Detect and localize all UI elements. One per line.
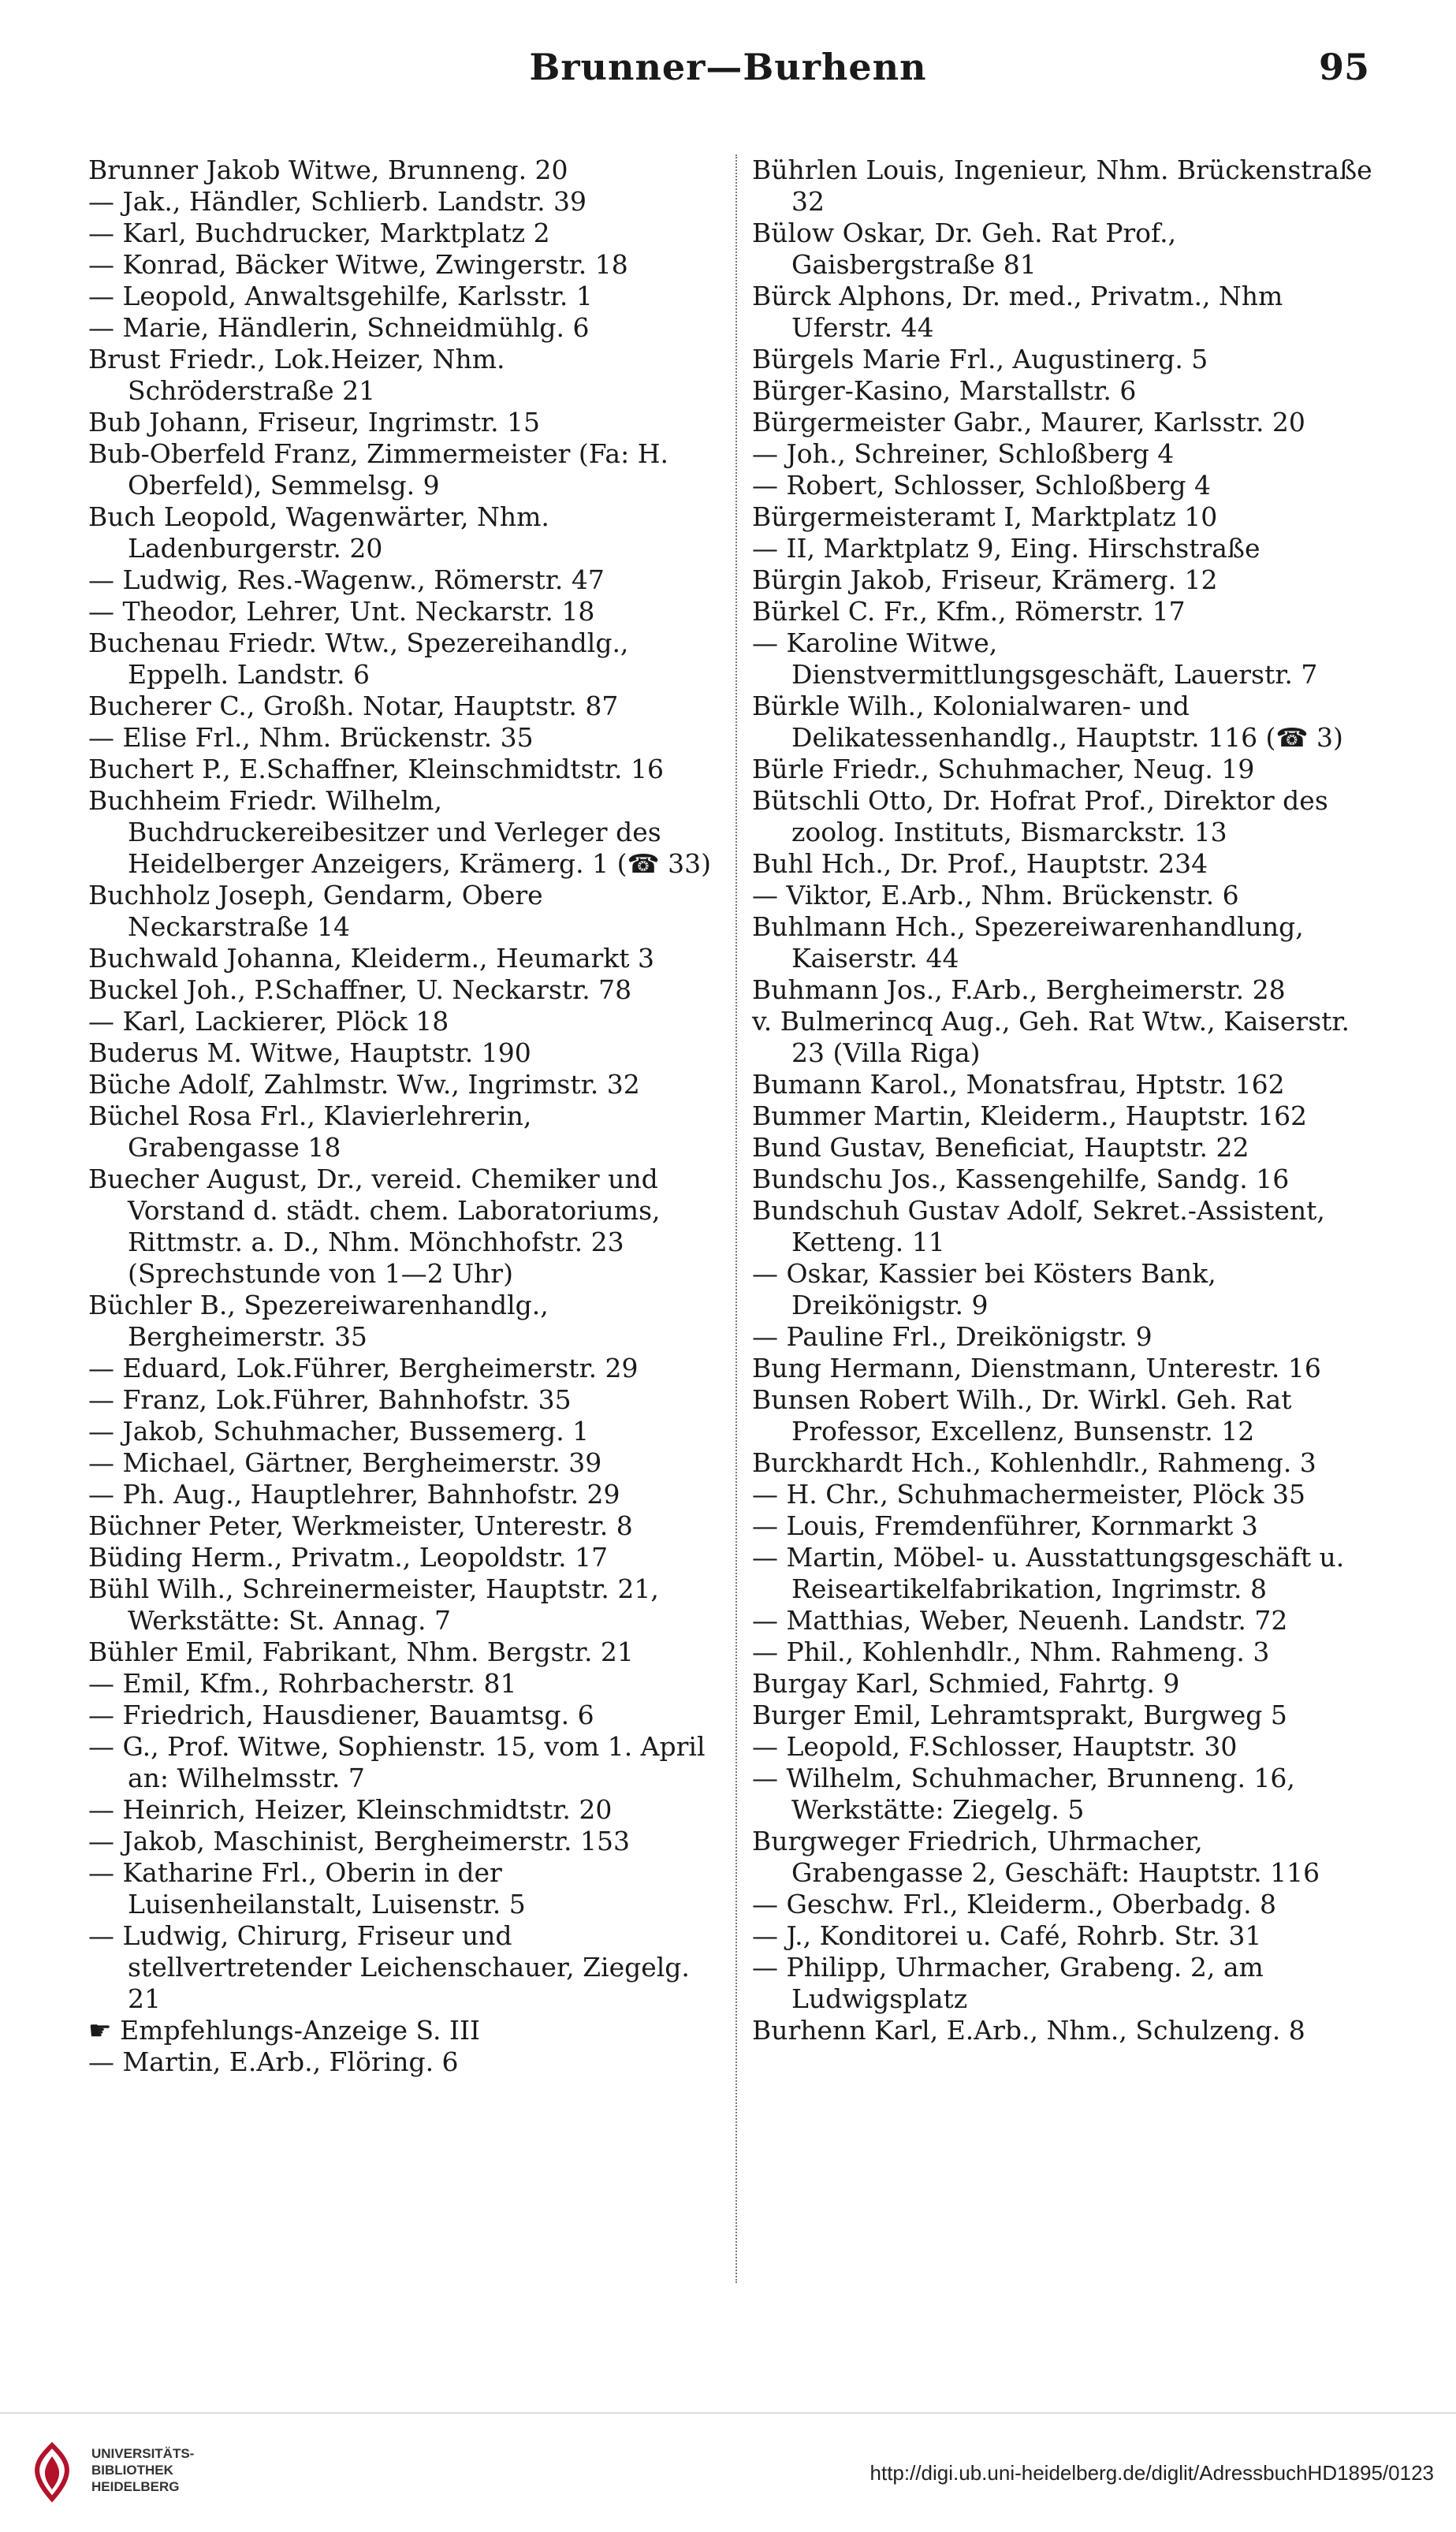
- directory-entry: Bühl Wilh., Schreinermeister, Hauptstr. 21, Werkstätte: St. Annag. 7: [88, 1573, 668, 1636]
- directory-entry: — Emil, Kfm., Rohrbacherstr. 81: [88, 1668, 517, 1699]
- directory-entry: Burhenn Karl, E.Arb., Nhm., Schulzeng. 8: [752, 2015, 1305, 2046]
- directory-entry: — Heinrich, Heizer, Kleinschmidtstr. 20: [88, 1794, 613, 1825]
- directory-entry: Bürle Friedr., Schuhmacher, Neug. 19: [752, 754, 1255, 784]
- directory-entry: Büding Herm., Privatm., Leopoldstr. 17: [88, 1542, 609, 1573]
- directory-entry: Buchenau Friedr. Wtw., Spezereihandlg., Eppelh. Landstr. 6: [88, 627, 637, 690]
- right-column: [752, 155, 1381, 2046]
- directory-entry: — Karl, Lackierer, Plöck 18: [88, 1006, 449, 1037]
- directory-entry: Bührlen Louis, Ingenieur, Nhm. Brückenstraße 32: [752, 155, 1381, 217]
- directory-entry: Buchwald Johanna, Kleiderm., Heumarkt 3: [88, 943, 655, 974]
- directory-entry: Burgweger Friedrich, Uhrmacher, Grabengasse 2, Geschäft: Hauptstr. 116: [752, 1826, 1320, 1888]
- directory-entry: — Ludwig, Res.-Wagenw., Römerstr. 47: [88, 564, 605, 595]
- directory-entry: — Matthias, Weber, Neuenh. Landstr. 72: [752, 1605, 1288, 1636]
- directory-entry: — Wilhelm, Schuhmacher, Brunneng. 16, Werkstätte: Ziegelg. 5: [752, 1763, 1304, 1825]
- directory-entry: — Karoline Witwe, Dienstvermittlungsgeschäft, Lauerstr. 7: [752, 627, 1318, 690]
- directory-entry: — Jak., Händler, Schlierb. Landstr. 39: [88, 186, 587, 217]
- directory-entry: — Robert, Schlosser, Schloßberg 4: [752, 470, 1212, 501]
- directory-entry: — Martin, E.Arb., Flöring. 6: [88, 2046, 459, 2077]
- directory-entry: — Franz, Lok.Führer, Bahnhofstr. 35: [88, 1384, 572, 1415]
- directory-entry: Bub-Oberfeld Franz, Zimmermeister (Fa: H. Oberfeld), Semmelsg. 9: [88, 438, 677, 501]
- directory-entry: Buhlmann Hch., Spezereiwarenhandlung, Kaiserstr. 44: [752, 911, 1313, 974]
- directory-entry: Büchner Peter, Werkmeister, Unterestr. 8: [88, 1510, 633, 1541]
- directory-entry: Bürck Alphons, Dr. med., Privatm., Nhm Uferstr. 44: [752, 281, 1291, 343]
- directory-entry: Bürgermeisteramt I, Marktplatz 10: [752, 501, 1218, 532]
- page-title: Brunner—Burhenn: [529, 46, 927, 88]
- directory-entry: — Leopold, F.Schlosser, Hauptstr. 30: [752, 1731, 1238, 1762]
- directory-entry: — Ph. Aug., Hauptlehrer, Bahnhofstr. 29: [88, 1479, 620, 1510]
- directory-entry: Buhl Hch., Dr. Prof., Hauptstr. 234: [752, 848, 1208, 879]
- directory-entry: Buchheim Friedr. Wilhelm, Buchdruckereibesitzer und Verleger des Heidelberger Anzeigers, Krämerg. 1 (☎ 33): [88, 785, 711, 879]
- directory-entry: — Karl, Buchdrucker, Marktplatz 2: [88, 218, 550, 248]
- directory-entry: Bülow Oskar, Dr. Geh. Rat Prof., Gaisbergstraße 81: [752, 218, 1185, 280]
- directory-entry: Burger Emil, Lehramtsprakt, Burgweg 5: [752, 1700, 1287, 1730]
- directory-entry: Bummer Martin, Kleiderm., Hauptstr. 162: [752, 1100, 1308, 1131]
- directory-entry: Bürgermeister Gabr., Maurer, Karlsstr. 20: [752, 407, 1305, 438]
- university-library-logo-icon: [20, 2441, 84, 2504]
- page-number: 95: [1318, 46, 1369, 88]
- directory-entry: Brust Friedr., Lok.Heizer, Nhm. Schröderstraße 21: [88, 344, 514, 406]
- directory-entry: Bucherer C., Großh. Notar, Hauptstr. 87: [88, 691, 619, 721]
- directory-entry: Buchholz Joseph, Gendarm, Obere Neckarstraße 14: [88, 880, 552, 942]
- directory-entry: Büchel Rosa Frl., Klavierlehrerin, Grabengasse 18: [88, 1100, 540, 1163]
- directory-columns: [88, 155, 1381, 2283]
- directory-entry: — Jakob, Schuhmacher, Bussemerg. 1: [88, 1416, 590, 1447]
- directory-entry: — Theodor, Lehrer, Unt. Neckarstr. 18: [88, 596, 595, 627]
- directory-entry: Burgay Karl, Schmied, Fahrtg. 9: [752, 1668, 1180, 1699]
- directory-entry: — Geschw. Frl., Kleiderm., Oberbadg. 8: [752, 1889, 1277, 1919]
- directory-entry: Buderus M. Witwe, Hauptstr. 190: [88, 1037, 531, 1068]
- directory-entry: Buhmann Jos., F.Arb., Bergheimerstr. 28: [752, 974, 1286, 1005]
- source-url[interactable]: http://digi.ub.uni-heidelberg.de/diglit/AdressbuchHD1895/0123: [870, 2461, 1434, 2485]
- directory-entry: — Philipp, Uhrmacher, Grabeng. 2, am Ludwigsplatz: [752, 1952, 1272, 2014]
- directory-entry: Bürgin Jakob, Friseur, Krämerg. 12: [752, 564, 1218, 595]
- directory-entry: Bund Gustav, Beneficiat, Hauptstr. 22: [752, 1132, 1249, 1163]
- directory-entry: Büchler B., Spezereiwarenhandlg., Bergheimerstr. 35: [88, 1290, 557, 1352]
- column-divider: [735, 155, 737, 2283]
- library-name: UNIVERSITÄTS- BIBLIOTHEK HEIDELBERG: [91, 2446, 195, 2494]
- directory-entry: Buch Leopold, Wagenwärter, Nhm. Ladenburgerstr. 20: [88, 501, 558, 564]
- directory-entry: — Friedrich, Hausdiener, Bauamtsg. 6: [88, 1700, 594, 1730]
- directory-entry: Bütschli Otto, Dr. Hofrat Prof., Direktor des zoolog. Instituts, Bismarckstr. 13: [752, 785, 1337, 847]
- directory-entry: Bub Johann, Friseur, Ingrimstr. 15: [88, 407, 541, 438]
- directory-entry: Buecher August, Dr., vereid. Chemiker und Vorstand d. städt. chem. Laboratoriums, Rittmstr. a. D., Nhm. Mönchhofstr. 23 (Sprechstunde von 1—2 Uhr): [88, 1164, 669, 1289]
- directory-entry: Bumann Karol., Monatsfrau, Hptstr. 162: [752, 1069, 1285, 1100]
- directory-entry: — Leopold, Anwaltsgehilfe, Karlsstr. 1: [88, 281, 593, 311]
- directory-entry: — Elise Frl., Nhm. Brückenstr. 35: [88, 722, 534, 753]
- directory-entry: — II, Marktplatz 9, Eing. Hirschstraße: [752, 533, 1261, 564]
- directory-entry: Brunner Jakob Witwe, Brunneng. 20: [88, 155, 568, 185]
- directory-entry: — G., Prof. Witwe, Sophienstr. 15, vom 1. April an: Wilhelmsstr. 7: [88, 1731, 714, 1793]
- left-column: [88, 155, 714, 2078]
- directory-entry: — Louis, Fremdenführer, Kornmarkt 3: [752, 1510, 1258, 1541]
- directory-entry: Bürkel C. Fr., Kfm., Römerstr. 17: [752, 596, 1186, 627]
- directory-entry: — Phil., Kohlenhdlr., Nhm. Rahmeng. 3: [752, 1636, 1270, 1667]
- directory-entry: v. Bulmerincq Aug., Geh. Rat Wtw., Kaiserstr. 23 (Villa Riga): [752, 1006, 1358, 1068]
- directory-entry: — Katharine Frl., Oberin in der Luisenheilanstalt, Luisenstr. 5: [88, 1857, 526, 1919]
- directory-entry: — Viktor, E.Arb., Nhm. Brückenstr. 6: [752, 880, 1239, 910]
- directory-entry: — Joh., Schreiner, Schloßberg 4: [752, 438, 1175, 469]
- directory-entry: — Pauline Frl., Dreikönigstr. 9: [752, 1321, 1153, 1352]
- directory-entry: Bung Hermann, Dienstmann, Unterestr. 16: [752, 1353, 1321, 1383]
- directory-entry: Bühler Emil, Fabrikant, Nhm. Bergstr. 21: [88, 1636, 634, 1667]
- directory-entry: Buchert P., E.Schaffner, Kleinschmidtstr. 16: [88, 754, 664, 784]
- directory-entry: Büche Adolf, Zahlmstr. Ww., Ingrimstr. 32: [88, 1069, 640, 1100]
- directory-entry: Bürger-Kasino, Marstallstr. 6: [752, 375, 1137, 406]
- directory-entry: — Michael, Gärtner, Bergheimerstr. 39: [88, 1447, 602, 1478]
- directory-entry: — Martin, Möbel- u. Ausstattungsgeschäft u. Reiseartikelfabrikation, Ingrimstr. 8: [752, 1542, 1353, 1604]
- directory-entry: Bürkle Wilh., Kolonialwaren- und Delikatessenhandlg., Hauptstr. 116 (☎ 3): [752, 691, 1343, 753]
- directory-entry: Buckel Joh., P.Schaffner, U. Neckarstr. 78: [88, 974, 632, 1005]
- directory-entry: Burckhardt Hch., Kohlenhdlr., Rahmeng. 3: [752, 1447, 1316, 1478]
- directory-entry: Bunsen Robert Wilh., Dr. Wirkl. Geh. Rat Professor, Excellenz, Bunsenstr. 12: [752, 1384, 1300, 1447]
- directory-entry: Bundschu Jos., Kassengehilfe, Sandg. 16: [752, 1164, 1290, 1194]
- page-header: [87, 46, 1369, 109]
- page-footer: [0, 2412, 1456, 2532]
- directory-entry: — H. Chr., Schuhmachermeister, Plöck 35: [752, 1479, 1306, 1510]
- directory-entry: — Eduard, Lok.Führer, Bergheimerstr. 29: [88, 1353, 639, 1383]
- directory-entry: ☛ Empfehlungs-Anzeige S. III: [88, 2015, 481, 2046]
- directory-entry: Bundschuh Gustav Adolf, Sekret.-Assistent, Ketteng. 11: [752, 1195, 1334, 1257]
- directory-entry: — Jakob, Maschinist, Bergheimerstr. 153: [88, 1826, 630, 1856]
- directory-entry: — Oskar, Kassier bei Kösters Bank, Dreikönigstr. 9: [752, 1258, 1225, 1320]
- directory-entry: — J., Konditorei u. Café, Rohrb. Str. 31: [752, 1920, 1262, 1951]
- directory-entry: Bürgels Marie Frl., Augustinerg. 5: [752, 344, 1208, 374]
- directory-entry: — Marie, Händlerin, Schneidmühlg. 6: [88, 312, 590, 343]
- directory-entry: — Ludwig, Chirurg, Friseur und stellvertretender Leichenschauer, Ziegelg. 21: [88, 1920, 698, 2014]
- directory-entry: — Konrad, Bäcker Witwe, Zwingerstr. 18: [88, 249, 628, 280]
